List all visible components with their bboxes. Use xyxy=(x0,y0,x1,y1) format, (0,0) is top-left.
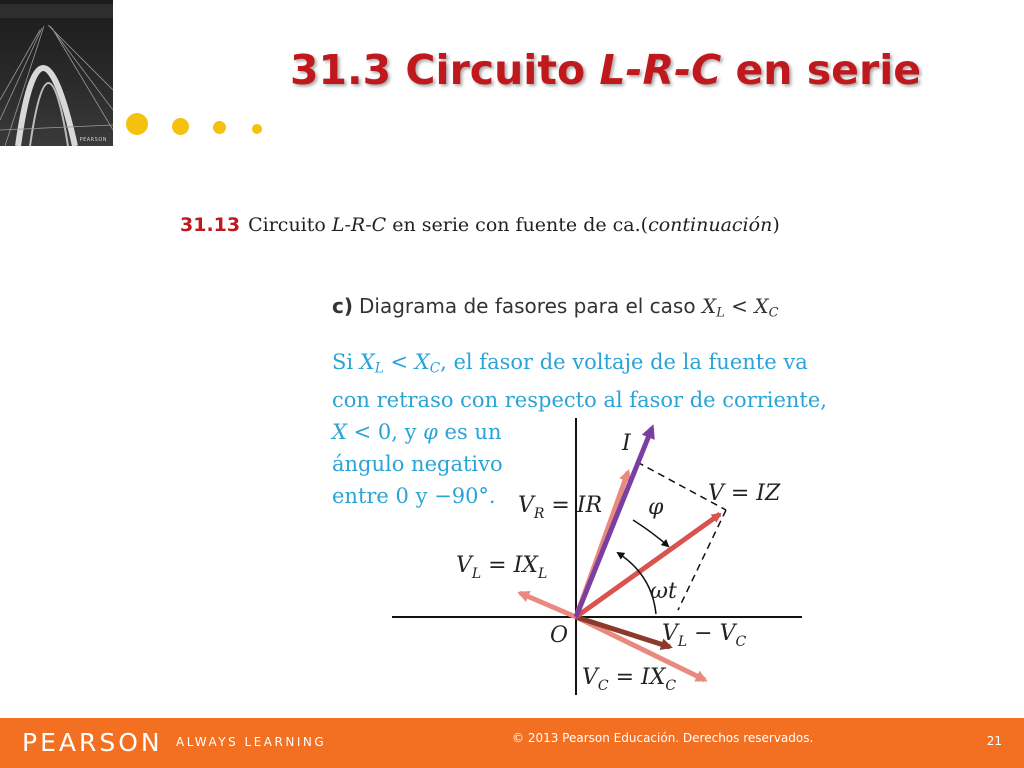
t: − V xyxy=(687,621,736,646)
t: L xyxy=(537,566,548,582)
bridge-arch-icon xyxy=(0,0,113,146)
decorative-dot xyxy=(213,121,226,134)
page-number: 21 xyxy=(986,734,1002,748)
t: = IR xyxy=(544,493,603,518)
t: C xyxy=(597,678,609,694)
var: φ xyxy=(423,420,438,445)
label-i: I xyxy=(622,431,631,456)
caption-italic: L-R-C xyxy=(331,214,387,236)
text: , el fasor de voltaje de la fuente va xyxy=(440,350,808,374)
caption-text: en serie con fuente de ca.( xyxy=(386,214,649,236)
explanation-line-2: con retraso con respecto al fasor de corriente, xyxy=(332,388,827,413)
op: < xyxy=(383,350,415,374)
explanation-line-4: ángulo negativo xyxy=(332,452,503,477)
operator: < xyxy=(724,294,755,318)
t: = IX xyxy=(608,665,666,690)
decorative-dot xyxy=(172,118,189,135)
label-phi: φ xyxy=(648,495,664,520)
t: R xyxy=(533,506,545,522)
label-vl xyxy=(456,553,547,582)
title-italic: L-R-C xyxy=(599,46,722,94)
t: L xyxy=(471,566,482,582)
var-x: X xyxy=(754,294,769,318)
explanation-line-5: entre 0 y −90°. xyxy=(332,484,496,509)
caption-italic: continuación xyxy=(648,214,773,236)
subheading-label: c) xyxy=(332,294,353,318)
t: L xyxy=(677,634,688,650)
title-suffix: en serie xyxy=(721,46,922,94)
copyright-text: © 2013 Pearson Educación. Derechos reservados. xyxy=(512,731,814,745)
t: V xyxy=(456,553,472,578)
t: V xyxy=(582,665,598,690)
caption-text: Circuito xyxy=(248,214,332,236)
phasor-diagram xyxy=(380,410,810,700)
var: X xyxy=(414,350,430,374)
book-cover-image xyxy=(0,0,113,146)
label-vc xyxy=(582,665,676,694)
t: C xyxy=(665,678,677,694)
footer-bar xyxy=(0,718,1024,768)
tagline: ALWAYS LEARNING xyxy=(176,735,327,749)
figure-number: 31.13 xyxy=(180,214,241,236)
phi-arc xyxy=(633,520,668,546)
text: Si xyxy=(332,350,360,374)
explanation-line-1 xyxy=(332,346,827,384)
caption-text: ) xyxy=(772,214,780,236)
title-text: 31.3 Circuito xyxy=(290,46,600,94)
diagram-subheading xyxy=(332,294,779,320)
var: X xyxy=(359,350,375,374)
text: < 0, y xyxy=(346,420,424,445)
var-sub: C xyxy=(768,305,779,321)
label-vr xyxy=(518,493,602,522)
cover-brand: PEARSON xyxy=(79,137,107,143)
t: V xyxy=(518,493,534,518)
decorative-dot xyxy=(252,124,262,134)
label-vl-minus-vc xyxy=(662,621,747,650)
t: = IX xyxy=(481,553,538,578)
label-v: V = IZ xyxy=(708,481,781,506)
figure-caption xyxy=(180,214,780,236)
sub: C xyxy=(429,360,441,377)
vl-phasor xyxy=(520,593,576,617)
label-omega-t: ωt xyxy=(650,579,677,604)
var-sub: L xyxy=(716,305,725,321)
label-origin: O xyxy=(550,623,569,648)
slide-title xyxy=(290,46,921,94)
decorative-dot xyxy=(126,113,148,135)
text: es un xyxy=(437,420,502,445)
var-x: X xyxy=(701,294,717,318)
t: C xyxy=(735,634,747,650)
subheading-text: Diagrama de fasores para el caso xyxy=(359,294,702,318)
var: X xyxy=(332,420,347,445)
t: V xyxy=(662,621,678,646)
sub: L xyxy=(374,360,384,377)
pearson-logo: PEARSON xyxy=(22,728,163,757)
